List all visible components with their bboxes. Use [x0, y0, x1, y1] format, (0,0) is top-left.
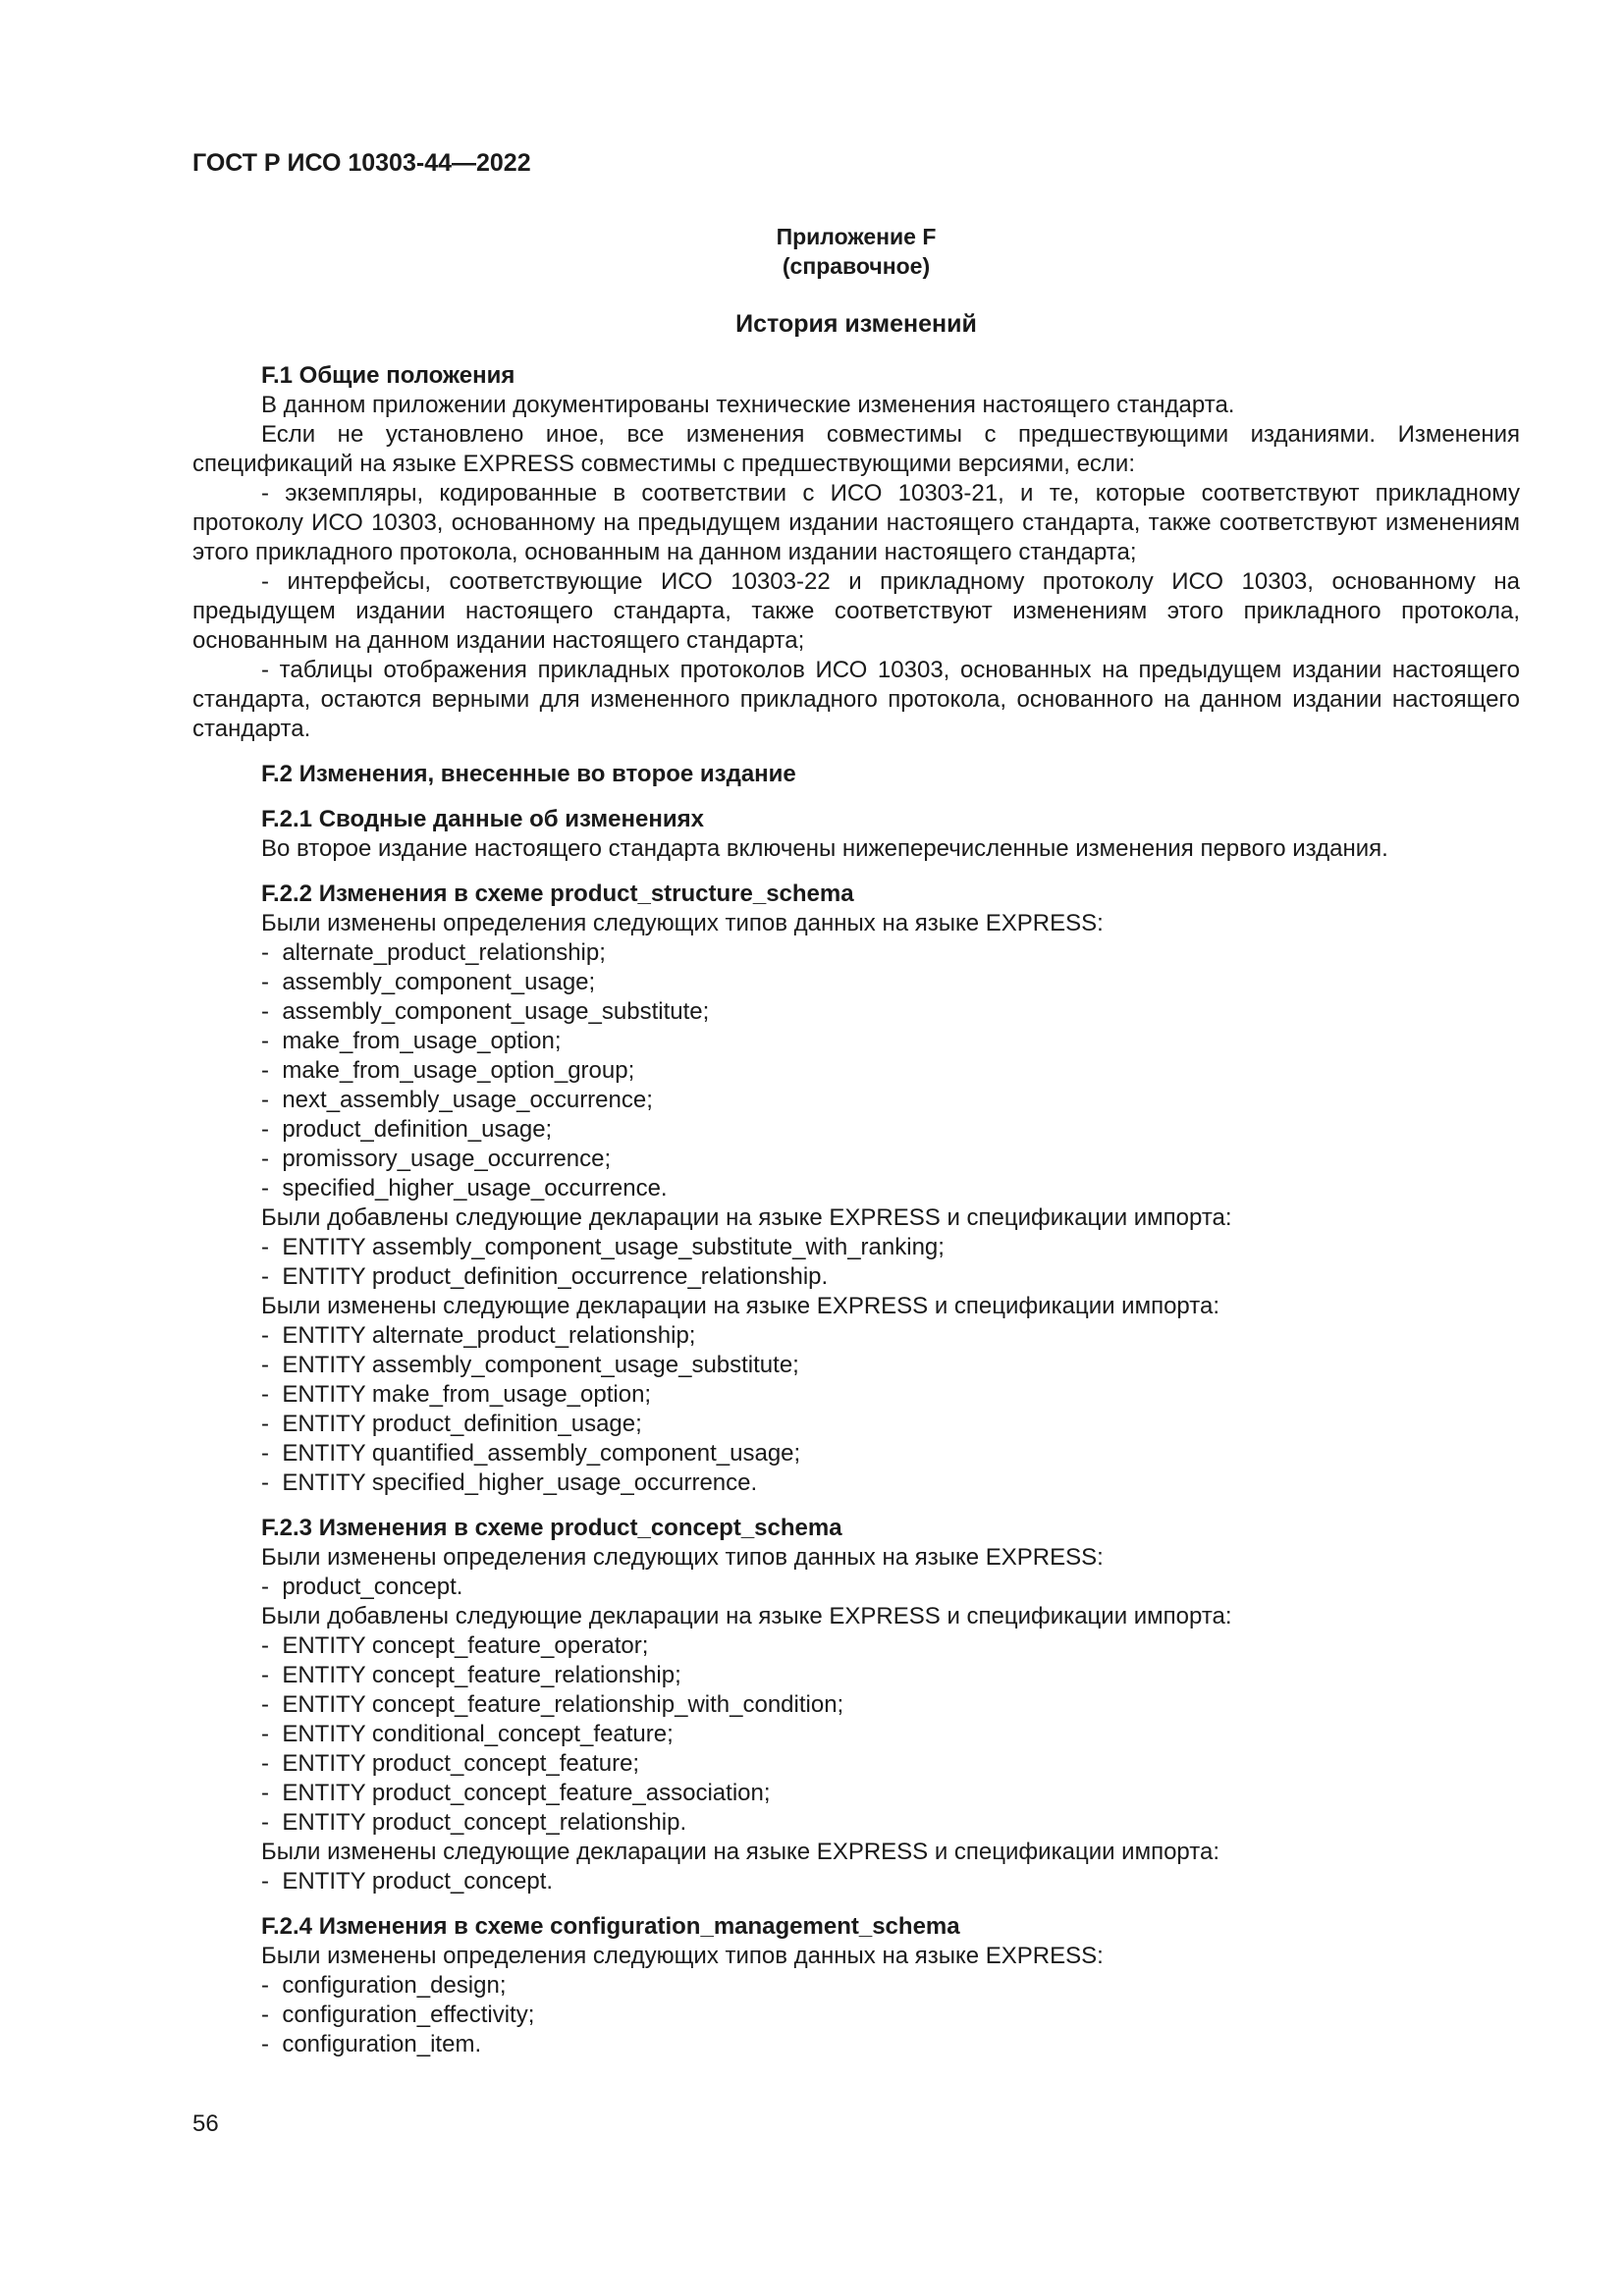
list-item: - ENTITY concept_feature_operator;	[261, 1631, 1520, 1661]
section-f1-heading: F.1 Общие положения	[261, 362, 515, 389]
list-item: - next_assembly_usage_occurrence;	[261, 1086, 1520, 1115]
list-item: - configuration_item.	[261, 2030, 1520, 2059]
section-f24-heading: F.2.4 Изменения в схеме configuration_management_schema	[261, 1913, 960, 1940]
list-item: - promissory_usage_occurrence;	[261, 1145, 1520, 1174]
list-intro: Были изменены следующие декларации на языке EXPRESS и спецификации импорта:	[261, 1839, 1219, 1865]
list-item: - ENTITY make_from_usage_option;	[261, 1380, 1520, 1410]
document-title: История изменений	[735, 310, 977, 338]
list	[192, 1631, 1520, 1838]
list-intro: Были изменены следующие декларации на языке EXPRESS и спецификации импорта:	[261, 1293, 1219, 1319]
list-item: - make_from_usage_option_group;	[261, 1056, 1520, 1086]
list-item: - ENTITY specified_higher_usage_occurrence.	[261, 1468, 1520, 1498]
list	[192, 938, 1520, 1203]
annex-title: Приложение F	[776, 224, 937, 249]
list-item: - ENTITY product_concept_relationship.	[261, 1808, 1520, 1838]
list-item: - ENTITY assembly_component_usage_substitute_with_ranking;	[261, 1233, 1520, 1262]
list-intro: Были изменены определения следующих типов данных на языке EXPRESS:	[261, 1544, 1104, 1571]
list-item: - configuration_effectivity;	[261, 2001, 1520, 2030]
list	[192, 1971, 1520, 2059]
paragraph: Если не установлено иное, все изменения совместимы с предшествующими изданиями. Изменения спецификаций на языке EXPRESS совместимы с предшествующими версиями, если:	[192, 421, 1520, 477]
list-item: - ENTITY quantified_assembly_component_usage;	[261, 1439, 1520, 1468]
list-item: - ENTITY product_concept_feature;	[261, 1749, 1520, 1779]
paragraph: В данном приложении документированы технические изменения настоящего стандарта.	[261, 392, 1235, 418]
list-item: - alternate_product_relationship;	[261, 938, 1520, 968]
list-item: - ENTITY concept_feature_relationship;	[261, 1661, 1520, 1690]
paragraph: - интерфейсы, соответствующие ИСО 10303-22 и прикладному протоколу ИСО 10303, основанному на предыдущем издании настоящего стандарта, также соответствуют изменениям этого прикладного протокола, основанным на данном издании настоящего стандарта;	[192, 568, 1520, 654]
page-number: 56	[192, 2110, 219, 2137]
standard-designation: ГОСТ Р ИСО 10303-44—2022	[192, 149, 531, 177]
list-item: - make_from_usage_option;	[261, 1027, 1520, 1056]
list-intro: Были изменены определения следующих типов данных на языке EXPRESS:	[261, 1943, 1104, 1969]
list-item: - ENTITY conditional_concept_feature;	[261, 1720, 1520, 1749]
list	[192, 1573, 1520, 1602]
page-content	[192, 222, 1520, 2059]
list-item: - product_definition_usage;	[261, 1115, 1520, 1145]
section-f2-heading: F.2 Изменения, внесенные во второе издание	[261, 761, 796, 787]
list-item: - ENTITY product_definition_usage;	[261, 1410, 1520, 1439]
list-intro: Были изменены определения следующих типов данных на языке EXPRESS:	[261, 910, 1104, 936]
list-item: - assembly_component_usage;	[261, 968, 1520, 997]
paragraph: Во второе издание настоящего стандарта включены нижеперечисленные изменения первого издания.	[261, 835, 1388, 862]
list	[192, 1867, 1520, 1896]
list-item: - ENTITY product_definition_occurrence_relationship.	[261, 1262, 1520, 1292]
list	[192, 1321, 1520, 1498]
list-item: - ENTITY assembly_component_usage_substitute;	[261, 1351, 1520, 1380]
list-item: - assembly_component_usage_substitute;	[261, 997, 1520, 1027]
list-intro: Были добавлены следующие декларации на языке EXPRESS и спецификации импорта:	[261, 1204, 1232, 1231]
list-intro: Были добавлены следующие декларации на языке EXPRESS и спецификации импорта:	[261, 1603, 1232, 1629]
section-f23-heading: F.2.3 Изменения в схеме product_concept_schema	[261, 1515, 842, 1541]
list-item: - ENTITY concept_feature_relationship_with_condition;	[261, 1690, 1520, 1720]
annex-type: (справочное)	[782, 253, 931, 279]
list-item: - ENTITY product_concept.	[261, 1867, 1520, 1896]
list-item: - configuration_design;	[261, 1971, 1520, 2001]
paragraph: - таблицы отображения прикладных протоколов ИСО 10303, основанных на предыдущем издании настоящего стандарта, остаются верными для измененного прикладного протокола, основанного на данном издании настоящего стандарта.	[192, 657, 1520, 742]
section-f21-heading: F.2.1 Сводные данные об изменениях	[261, 806, 704, 832]
list-item: - specified_higher_usage_occurrence.	[261, 1174, 1520, 1203]
paragraph: - экземпляры, кодированные в соответствии с ИСО 10303-21, и те, которые соответствуют прикладному протоколу ИСО 10303, основанному на предыдущем издании настоящего стандарта, также соответствуют изменениям этого прикладного протокола, основанным на данном издании настоящего стандарта;	[192, 480, 1520, 565]
list-item: - ENTITY alternate_product_relationship;	[261, 1321, 1520, 1351]
list-item: - product_concept.	[261, 1573, 1520, 1602]
list-item: - ENTITY product_concept_feature_association;	[261, 1779, 1520, 1808]
section-f22-heading: F.2.2 Изменения в схеме product_structure_schema	[261, 881, 854, 907]
list	[192, 1233, 1520, 1292]
